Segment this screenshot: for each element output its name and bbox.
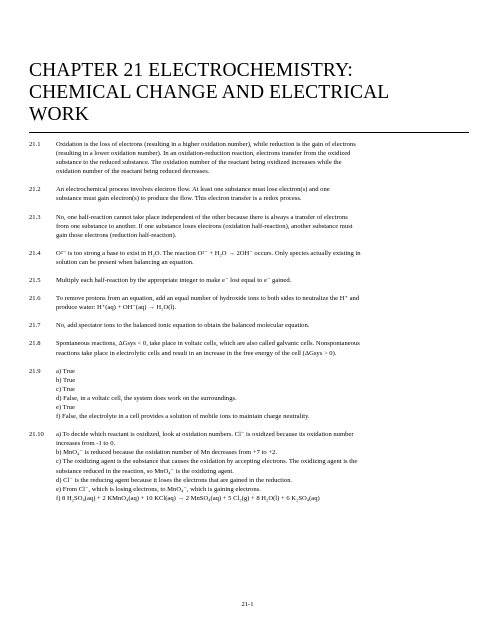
answer-item: [29, 367, 474, 422]
item-line: To remove protons from an equation, add an equal number of hydroxide ions to both sides to neutralize the H⁺ and: [56, 295, 360, 303]
item-line: Spontaneous reactions, ΔGsys < 0, take place in voltaic cells, which are also called galvanic cells. Nonspontaneous: [56, 340, 360, 348]
item-number: 21.3: [29, 213, 41, 221]
answer-item: [29, 294, 474, 312]
item-body: [56, 294, 474, 312]
answer-item: [29, 339, 474, 357]
answer-item: [29, 430, 474, 503]
item-body: [56, 339, 474, 357]
item-number: 21.8: [29, 340, 41, 348]
item-line: Multiply each half-reaction by the appropriate integer to make e⁻ lost equal to e⁻ gained.: [56, 277, 292, 285]
item-line: substance reduced in the reaction, so MnO₄⁻ is the oxidizing agent.: [56, 467, 234, 475]
item-line: oxidation number of the reactant being reduced decreases.: [56, 168, 210, 176]
answer-item: [29, 140, 474, 176]
chapter-title-line: CHEMICAL CHANGE AND ELECTRICAL: [29, 82, 390, 103]
item-line: c) True: [56, 385, 75, 393]
item-line: solution can be present when balancing an equation.: [56, 258, 194, 266]
item-number: 21.2: [29, 186, 41, 194]
item-line: An electrochemical process involves electron flow. At least one substance must lose electron(s) and one: [56, 186, 330, 194]
item-line: gain those electrons (reduction half-reaction).: [56, 231, 177, 239]
answer-item: [29, 213, 474, 240]
item-line: b) True: [56, 376, 76, 384]
item-line: from one substance to another. If one substance loses electrons (oxidation half-reaction), another substance must: [56, 222, 353, 230]
item-number: 21.7: [29, 322, 41, 330]
item-body: [56, 185, 474, 203]
item-body: [56, 430, 474, 503]
item-line: a) True: [56, 367, 75, 375]
item-line: No, add spectator ions to the balanced ionic equation to obtain the balanced molecular equation.: [56, 322, 310, 330]
item-line: produce water: H⁺(aq) + OH⁻(aq) → H₂O(l).: [56, 304, 177, 312]
item-line: reactions take place in electrolytic cells and result in an increase in the free energy of the cell (ΔGsys > 0).: [56, 349, 337, 357]
item-line: c) The oxidizing agent is the substance that causes the oxidation by accepting electrons. The oxidizing agent is the: [56, 458, 358, 466]
item-line: No, one half-reaction cannot take place independent of the other because there is always a transfer of electrons: [56, 213, 348, 221]
item-body: [56, 140, 474, 176]
answer-item: [29, 321, 474, 330]
item-number: 21.4: [29, 249, 41, 257]
item-line: e) True: [56, 403, 75, 411]
item-line: a) To decide which reactant is oxidized, look at oxidation numbers. Cl⁻ is oxidized because its oxidation number: [56, 431, 354, 439]
chapter-title: [29, 60, 469, 126]
page-number: 21-1: [241, 601, 254, 608]
chapter-title-line: WORK: [29, 104, 89, 125]
item-line: substance must gain electron(s) to produce the flow. This electron transfer is a redox process.: [56, 195, 302, 203]
item-number: 21.6: [29, 295, 41, 303]
item-line: d) False, in a voltaic cell, the system does work on the surroundings.: [56, 394, 237, 402]
answer-item: [29, 276, 474, 285]
item-number: 21.10: [29, 431, 44, 439]
item-line: increases from -1 to 0.: [56, 440, 116, 448]
item-line: e) From Cl⁻, which is losing electrons, to MnO₄⁻, which is gaining electrons.: [56, 485, 261, 493]
item-body: [56, 249, 474, 267]
item-body: [56, 367, 474, 422]
item-line: Oxidation is the loss of electrons (resulting in a higher oxidation number), while reduction is the gain of electrons: [56, 141, 356, 148]
item-number: 21.9: [29, 367, 41, 375]
item-line: substance to the reduced substance. The oxidation number of the reactant being oxidized increases while the: [56, 159, 342, 167]
item-body: [56, 276, 474, 285]
item-number: 21.5: [29, 277, 41, 285]
item-body: [56, 213, 474, 240]
item-body: [56, 321, 474, 330]
chapter-title-line: CHAPTER 21 ELECTROCHEMISTRY:: [29, 60, 353, 81]
item-line: d) Cl⁻ is the reducing agent because it loses the electrons that are gained in the reduction.: [56, 476, 293, 484]
answer-item: [29, 249, 474, 267]
item-line: b) MnO₄⁻ is reduced because the oxidation number of Mn decreases from +7 to +2.: [56, 449, 278, 457]
item-line: f) 8 H₂SO₄(aq) + 2 KMnO₄(aq) + 10 KCl(aq) → 2 MnSO₄(aq) + 5 Cl₂(g) + 8 H₂O(l) + 6 K₂SO₄(aq): [56, 494, 320, 502]
item-line: O²⁻ is too strong a base to exist in H₂O. The reaction O²⁻ + H₂O → 2OH⁻ occurs. Only species actually existing in: [56, 249, 361, 257]
title-rule: [29, 132, 469, 133]
item-line: (resulting in a lower oxidation number). In an oxidation-reduction reaction, electrons transfer from the oxidized: [56, 150, 351, 158]
answer-item: [29, 185, 474, 203]
answer-list: [29, 140, 474, 512]
item-number: 21.1: [29, 141, 41, 148]
item-line: f) False, the electrolyte in a cell provides a solution of mobile ions to maintain charge neutrality.: [56, 413, 310, 421]
